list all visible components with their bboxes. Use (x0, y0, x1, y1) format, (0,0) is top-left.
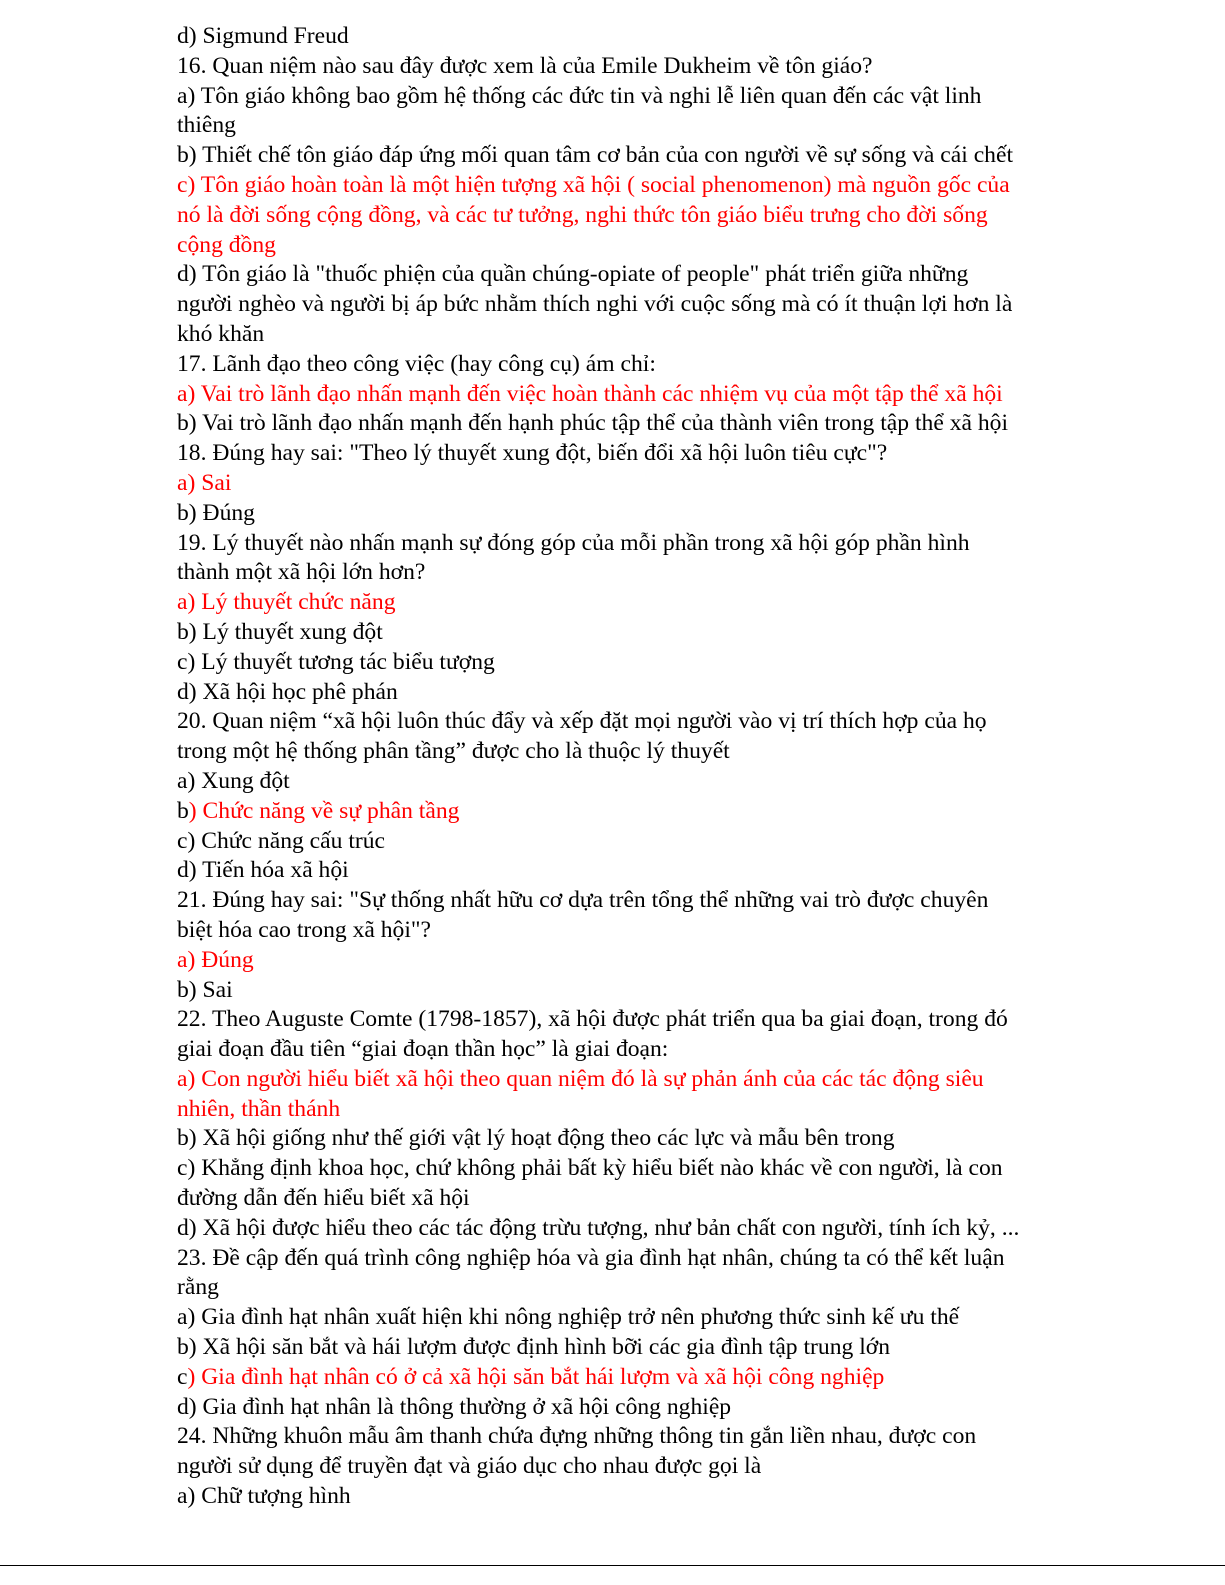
answer-line (177, 171, 1197, 201)
line-text: b) Sai (177, 976, 233, 1003)
text-line (177, 916, 1197, 946)
question-line (177, 1005, 1197, 1035)
document-page (177, 22, 1197, 1512)
line-text: d) Tôn giáo là "thuốc phiện của quần chúng-opiate of people" phát triển giữa những (177, 261, 969, 288)
line-text: b) Xã hội giống như thế giới vật lý hoạt động theo các lực và mẫu bên trong (177, 1125, 895, 1152)
text-line (177, 499, 1197, 529)
line-text: 24. Những khuôn mẫu âm thanh chứa đựng những thông tin gắn liền nhau, được con (177, 1423, 977, 1450)
text-line (177, 1035, 1197, 1065)
question-line (177, 707, 1197, 737)
line-text: người sử dụng để truyền đạt và giáo dục cho nhau được gọi là (177, 1453, 762, 1480)
text-line (177, 1214, 1197, 1244)
line-text: đường dẫn đến hiểu biết xã hội (177, 1185, 470, 1212)
line-text: 21. Đúng hay sai: "Sự thống nhất hữu cơ dựa trên tổng thể những vai trò được chuyên (177, 887, 989, 914)
line-text: b) Xã hội săn bắt và hái lượm được định hình bỡi các gia đình tập trung lớn (177, 1334, 891, 1361)
line-text: a) Sai (177, 469, 232, 496)
text-line (177, 111, 1197, 141)
text-line (177, 1303, 1197, 1333)
line-text: d) Gia đình hạt nhân là thông thường ở xã hội công nghiệp (177, 1393, 732, 1420)
line-text: c) Khẳng định khoa học, chứ không phải bất kỳ hiểu biết nào khác về con người, là con (177, 1155, 1003, 1182)
text-line (177, 22, 1197, 52)
line-text: 20. Quan niệm “xã hội luôn thúc đẩy và xếp đặt mọi người vào vị trí thích hợp của họ (177, 708, 987, 735)
text-line (177, 260, 1197, 290)
answer-line (177, 1363, 1197, 1393)
text-line (177, 290, 1197, 320)
question-line (177, 1422, 1197, 1452)
question-line (177, 529, 1197, 559)
text-line (177, 678, 1197, 708)
line-text: d) Xã hội được hiểu theo các tác động trừu tượng, như bản chất con người, tính ích kỷ, ... (177, 1214, 1020, 1241)
line-text: 19. Lý thuyết nào nhấn mạnh sự đóng góp của mỗi phần trong xã hội góp phần hình (177, 529, 970, 556)
text-line (177, 737, 1197, 767)
line-text: c) Chức năng cấu trúc (177, 827, 386, 854)
text-line (177, 1154, 1197, 1184)
line-text: b) Lý thuyết xung đột (177, 618, 383, 645)
line-text: d) Tiến hóa xã hội (177, 857, 349, 884)
text-line (177, 1333, 1197, 1363)
line-text: b) Đúng (177, 499, 255, 526)
question-line (177, 886, 1197, 916)
text-line (177, 141, 1197, 171)
text-line (177, 1452, 1197, 1482)
answer-line (177, 1065, 1197, 1095)
line-text: a) Lý thuyết chức năng (177, 589, 396, 616)
answer-line (177, 380, 1197, 410)
line-text: nó là đời sống cộng đồng, và các tư tưởng, nghi thức tôn giáo biểu trưng cho đời sống (177, 201, 988, 228)
option-letter: c (177, 1363, 188, 1390)
answer-line (177, 588, 1197, 618)
line-text: thành một xã hội lớn hơn? (177, 559, 426, 586)
line-text: a) Vai trò lãnh đạo nhấn mạnh đến việc hoàn thành các nhiệm vụ của một tập thể xã hội (177, 380, 1003, 407)
answer-line (177, 946, 1197, 976)
text-line (177, 558, 1197, 588)
line-text: 18. Đúng hay sai: "Theo lý thuyết xung đột, biến đổi xã hội luôn tiêu cực"? (177, 440, 888, 467)
line-text: người nghèo và người bị áp bức nhằm thích nghi với cuộc sống mà có ít thuận lợi hơn là (177, 291, 1013, 318)
line-text: a) Gia đình hạt nhân xuất hiện khi nông nghiệp trở nên phương thức sinh kế ưu thế (177, 1304, 960, 1331)
answer-line (177, 797, 1197, 827)
text-line (177, 648, 1197, 678)
option-letter: b (177, 797, 189, 824)
line-text: a) Chữ tượng hình (177, 1483, 351, 1510)
answer-line (177, 201, 1197, 231)
line-text: cộng đồng (177, 231, 276, 258)
line-text: rằng (177, 1274, 219, 1301)
text-line (177, 1124, 1197, 1154)
line-text: 17. Lãnh đạo theo công việc (hay công cụ) ám chỉ: (177, 350, 656, 377)
line-text: ) Gia đình hạt nhân có ở cả xã hội săn bắt hái lượm và xã hội công nghiệp (187, 1363, 885, 1390)
line-text: a) Đúng (177, 946, 254, 973)
line-text: d) Xã hội học phê phán (177, 678, 398, 705)
line-text: nhiên, thần thánh (177, 1095, 341, 1122)
text-line (177, 320, 1197, 350)
line-text: 22. Theo Auguste Comte (1798-1857), xã hội được phát triển qua ba giai đoạn, trong đó (177, 1006, 1008, 1033)
line-text: thiêng (177, 112, 236, 139)
line-text: khó khăn (177, 320, 265, 347)
page-bottom-rule (0, 1565, 1225, 1566)
answer-line (177, 469, 1197, 499)
question-line (177, 439, 1197, 469)
text-line (177, 1273, 1197, 1303)
text-line (177, 1482, 1197, 1512)
line-text: a) Xung đột (177, 767, 290, 794)
text-line (177, 767, 1197, 797)
line-text: b) Thiết chế tôn giáo đáp ứng mối quan tâm cơ bản của con người về sự sống và cái chết (177, 142, 1013, 169)
line-text: c) Lý thuyết tương tác biểu tượng (177, 648, 495, 675)
answer-line (177, 231, 1197, 261)
line-text: a) Tôn giáo không bao gồm hệ thống các đức tin và nghi lễ liên quan đến các vật linh (177, 82, 982, 109)
line-text: b) Vai trò lãnh đạo nhấn mạnh đến hạnh phúc tập thể của thành viên trong tập thể xã hội (177, 410, 1009, 437)
text-line (177, 409, 1197, 439)
line-text: giai đoạn đầu tiên “giai đoạn thần học” là giai đoạn: (177, 1036, 669, 1063)
text-line (177, 82, 1197, 112)
question-line (177, 1244, 1197, 1274)
line-text: c) Tôn giáo hoàn toàn là một hiện tượng xã hội ( social phenomenon) mà nguồn gốc của (177, 171, 1010, 198)
line-text: 16. Quan niệm nào sau đây được xem là của Emile Dukheim về tôn giáo? (177, 52, 873, 79)
question-line (177, 350, 1197, 380)
text-line (177, 1184, 1197, 1214)
text-line (177, 976, 1197, 1006)
line-text: d) Sigmund Freud (177, 23, 349, 49)
text-line (177, 856, 1197, 886)
question-line (177, 52, 1197, 82)
answer-line (177, 1095, 1197, 1125)
text-line (177, 618, 1197, 648)
text-line (177, 827, 1197, 857)
line-text: trong một hệ thống phân tầng” được cho là thuộc lý thuyết (177, 738, 730, 765)
line-text: biệt hóa cao trong xã hội"? (177, 916, 432, 943)
line-text: ) Chức năng về sự phân tầng (188, 797, 460, 824)
line-text: a) Con người hiểu biết xã hội theo quan niệm đó là sự phản ánh của các tác động siêu (177, 1065, 984, 1092)
text-line (177, 1393, 1197, 1423)
line-text: 23. Đề cập đến quá trình công nghiệp hóa và gia đình hạt nhân, chúng ta có thể kết luận (177, 1244, 1005, 1271)
